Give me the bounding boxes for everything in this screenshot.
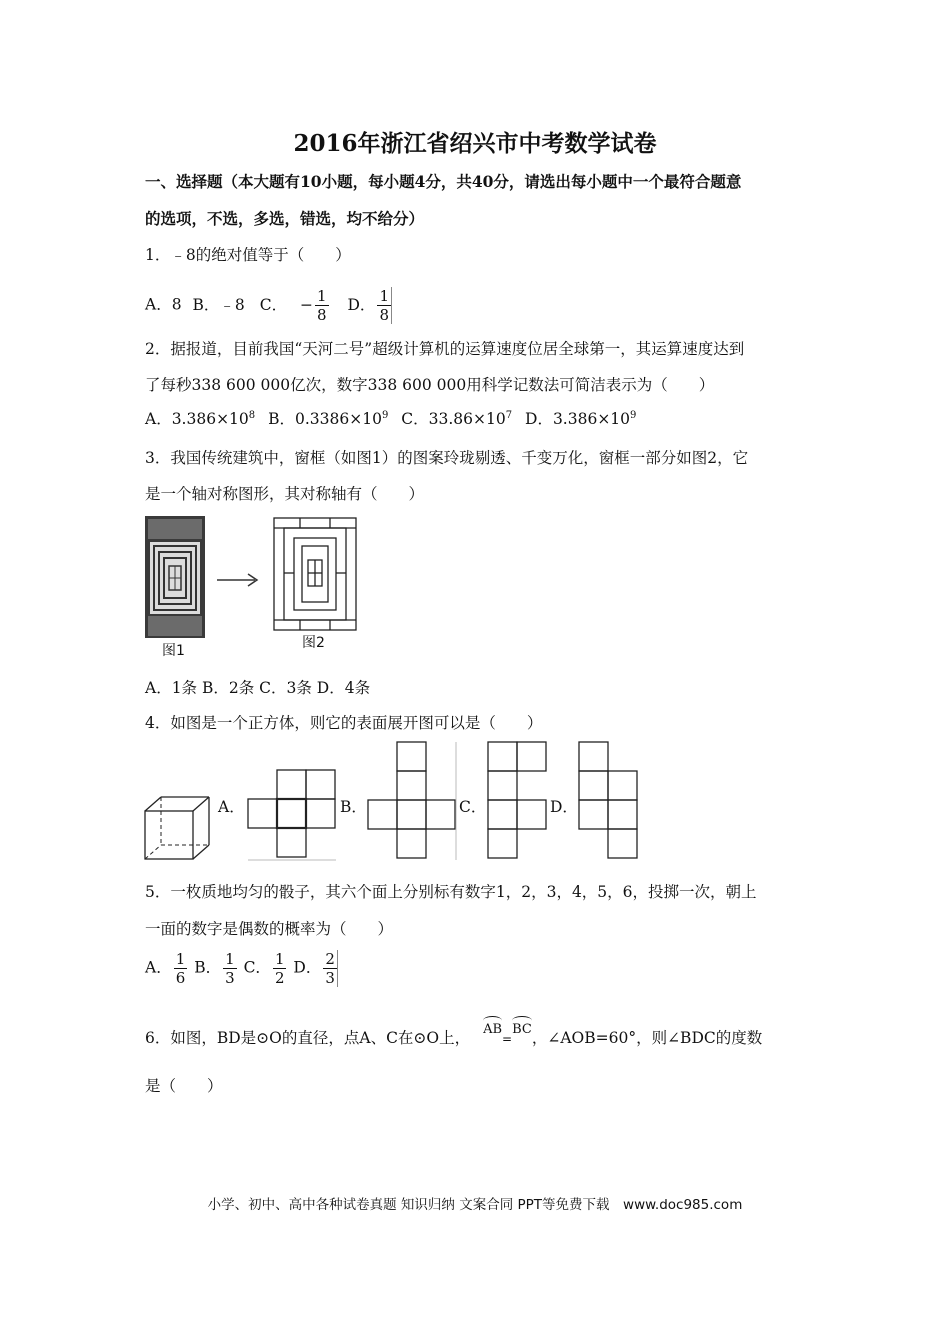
q5-option-c-fraction [273, 950, 287, 987]
q3-figure-1 [145, 516, 205, 658]
q3-stem-line2: 是一个轴对称图形，其对称轴有（ ） [145, 485, 425, 503]
q6-stem-part1: 6．如图，BD是⊙O的直径，点A、C在⊙O上， [145, 1029, 471, 1047]
fraction-numerator: 1 [317, 287, 327, 305]
fraction-denominator: 3 [225, 969, 235, 987]
q3-figure-1-label: 图1 [162, 643, 185, 659]
fraction-denominator: 2 [274, 969, 285, 987]
q4-net-d [577, 740, 641, 866]
q5-option-a-fraction [174, 950, 188, 987]
q1-option-d-fraction [377, 287, 392, 324]
q2-option-c: C．33.86×10 [401, 410, 506, 428]
page-footer: 小学、初中、高中各种试卷真题 知识归纳 文案合同 PPT等免费下载 www.doc985.com [207, 1197, 743, 1213]
q2-option-a-exponent: 8 [248, 409, 256, 421]
q2-stem-line1: 2．据报道，目前我国“天河二号”超级计算机的运算速度位居全球第一，其运算速度达到 [145, 340, 745, 358]
q4-option-b-label: B． [340, 798, 367, 816]
section-heading-line2: 的选项，不选，多选，错选，均不给分） [145, 209, 425, 228]
q1-options [145, 287, 394, 324]
q5-options [145, 950, 340, 987]
fraction-denominator: 8 [317, 306, 327, 324]
q5-option-a: A． [145, 958, 172, 977]
section-heading-line1: 一、选择题（本大题有10小题，每小题4分，共40分，请选出每小题中一个最符合题意 [145, 172, 742, 191]
q6-stem-line1 [145, 1022, 763, 1048]
q5-option-b-fraction [223, 950, 237, 987]
fraction-numerator: 1 [175, 950, 186, 968]
q2-option-b: B．0.3386×10 [268, 410, 382, 428]
q4-option-a-label: A． [218, 798, 245, 816]
q2-option-c-exponent: 7 [505, 409, 513, 421]
q2-option-d: D．3.386×10 [525, 410, 631, 428]
q5-stem-line1: 5．一枚质地均匀的骰子，其六个面上分别标有数字1，2，3，4，5，6，投掷一次，朝上 [145, 883, 757, 901]
q6-equals: = [502, 1032, 513, 1046]
q4-option-d-label: D． [550, 798, 578, 816]
q2-option-d-exponent: 9 [630, 409, 637, 421]
fraction-denominator: 3 [325, 969, 335, 987]
q1-option-a: A．8 [145, 295, 182, 314]
q5-option-d: D． [293, 958, 322, 977]
q4-net-a [246, 768, 338, 866]
q6-stem-part2: ，∠AOB=60°，则∠BDC的度数 [531, 1029, 763, 1047]
fraction-denominator: 6 [175, 969, 186, 987]
fraction-numerator: 1 [274, 950, 285, 968]
q1-option-c: C． [259, 295, 288, 314]
q5-stem-line2: 一面的数字是偶数的概率为（ ） [145, 920, 394, 938]
q1-option-b: B．﹣8 [192, 295, 245, 314]
q4-net-b [366, 740, 458, 866]
q3-stem-line1: 3．我国传统建筑中，窗框（如图1）的图案玲珑剔透、千变万化，窗框一部分如图2，它 [145, 449, 749, 467]
q3-figure-2-label: 图2 [302, 635, 325, 651]
fraction-denominator: 8 [379, 306, 389, 324]
q4-stem: 4．如图是一个正方体，则它的表面展开图可以是（ ） [145, 714, 543, 732]
q1-option-c-sign: − [300, 295, 314, 314]
arrow-icon [215, 570, 261, 594]
fraction-numerator: 2 [325, 950, 335, 968]
q2-option-a: A．3.386×10 [145, 410, 249, 428]
fraction-numerator: 1 [225, 950, 235, 968]
window-frame-photo [145, 516, 205, 658]
q1-stem: 1．﹣8的绝对值等于（ ） [145, 246, 351, 264]
q1-option-c-fraction [315, 287, 329, 324]
fraction-numerator: 1 [379, 287, 389, 305]
q4-net-c [486, 740, 550, 866]
q5-option-d-fraction [323, 950, 338, 987]
q1-option-d: D． [347, 295, 376, 314]
q6-stem-line2: 是（ ） [145, 1077, 223, 1095]
q6-arc-bc: BC [512, 1018, 532, 1037]
page-title: 2016年浙江省绍兴市中考数学试卷 [293, 130, 657, 157]
q6-arc-ab: AB [483, 1018, 502, 1037]
q2-options [145, 407, 636, 429]
q4-option-c-label: C． [459, 798, 487, 816]
q5-option-c: C． [243, 958, 271, 977]
q3-options: A．1条 B．2条 C．3条 D．4条 [145, 679, 371, 697]
q2-stem-line2: 了每秒338 600 000亿次，数字338 600 000用科学记数法可简洁表示为（ ） [145, 376, 715, 394]
q5-option-b: B． [194, 958, 222, 977]
q4-cube-figure [143, 795, 213, 865]
q2-option-b-exponent: 9 [381, 409, 389, 421]
